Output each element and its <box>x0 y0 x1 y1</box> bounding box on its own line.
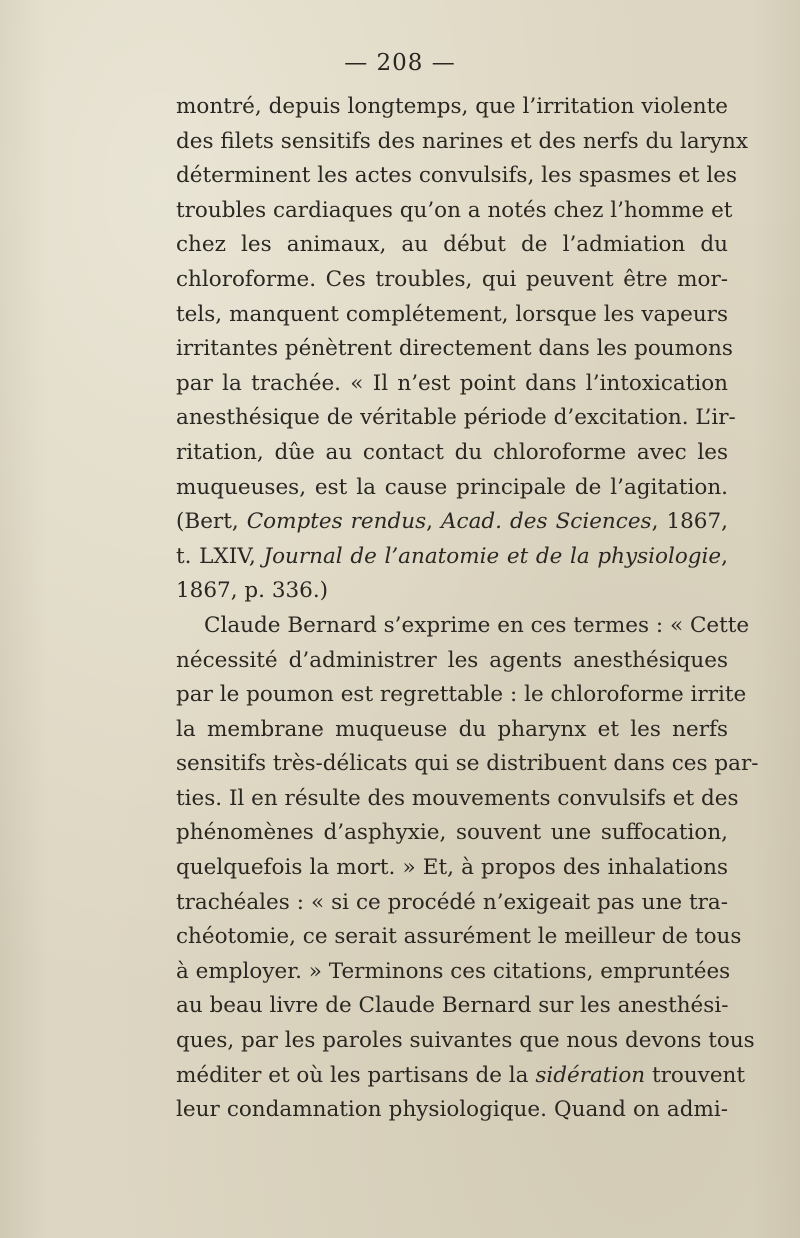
text-line: muqueuses, est la cause principale de l’agitation. <box>176 474 728 500</box>
text-line: nécessité d’administrer les agents anesthésiques <box>176 647 728 673</box>
text-line: sensitifs très-délicats qui se distribuent dans ces par- <box>176 751 759 777</box>
text-line: la membrane muqueuse du pharynx et les nerfs <box>176 716 728 742</box>
text-line: au beau livre de Claude Bernard sur les anesthési- <box>176 993 729 1019</box>
body-text <box>176 90 759 1128</box>
text-line: trachéales : « si ce procédé n’exigeait pas une tra- <box>176 889 728 915</box>
text-line: troubles cardiaques qu’on a notés chez l’homme et <box>176 197 733 223</box>
text-line: leur condamnation physiologique. Quand on admi- <box>176 1097 728 1123</box>
text-line: à employer. » Terminons ces citations, empruntées <box>176 958 731 984</box>
text-line: irritantes pénètrent directement dans les poumons <box>176 336 733 362</box>
text-line: anesthésique de véritable période d’excitation. L’ir- <box>176 405 736 431</box>
italic-phrase: Comptes rendus <box>246 509 427 535</box>
text-line: quelquefois la mort. » Et, à propos des inhalations <box>176 855 728 881</box>
text-line: déterminent les actes convulsifs, les spasmes et les <box>176 163 738 189</box>
text-line: chez les animaux, au début de l’admiation du <box>176 232 728 258</box>
text-line: par le poumon est regrettable : le chloroforme irrite <box>176 682 747 708</box>
page-number: — 208 — <box>344 50 456 76</box>
text-line: phénomènes d’asphyxie, souvent une suffocation, <box>176 820 728 846</box>
paragraph-start-line: Claude Bernard s’exprime en ces termes : « Cette <box>204 612 750 638</box>
text-line: chloroforme. Ces troubles, qui peuvent être mor- <box>176 266 728 292</box>
citation-line: (Bert, Comptes rendus, Acad. des Sciences, 1867, <box>176 509 729 535</box>
text-line: par la trachée. « Il n’est point dans l’intoxication <box>176 370 728 396</box>
citation-line: 1867, p. 336.) <box>176 578 329 604</box>
text-line: ties. Il en résulte des mouvements convulsifs et des <box>176 785 739 811</box>
italic-phrase: Acad. des Sciences <box>441 509 652 535</box>
italic-phrase: Journal de l’anatomie et de la physiologie <box>263 543 722 569</box>
text-line: ritation, dûe au contact du chloroforme avec les <box>176 439 728 465</box>
text-line: ques, par les paroles suivantes que nous devons tous <box>176 1028 755 1054</box>
text-line: méditer et où les partisans de la sidération trouvent <box>176 1062 746 1088</box>
italic-phrase: sidération <box>535 1062 646 1088</box>
text-line: des filets sensitifs des narines et des nerfs du larynx <box>176 128 749 154</box>
citation-line: t. LXIV, Journal de l’anatomie et de la physiologie, <box>176 543 728 569</box>
text-line: tels, manquent complétement, lorsque les vapeurs <box>176 301 728 327</box>
text-line: montré, depuis longtemps, que l’irritation violente <box>176 94 728 119</box>
text-line: chéotomie, ce serait assurément le meilleur de tous <box>176 924 742 950</box>
